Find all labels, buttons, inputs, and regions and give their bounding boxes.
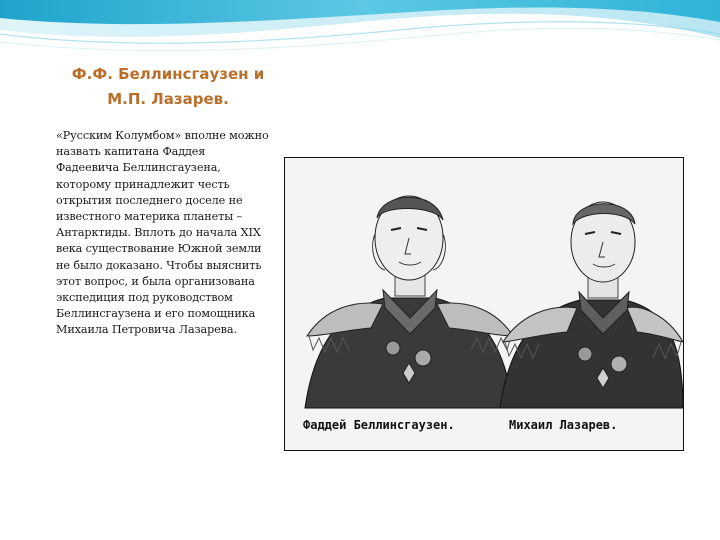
caption-lazarev: Михаил Лазарев. bbox=[509, 418, 618, 432]
title-line-1: Ф.Ф. Беллинсгаузен и bbox=[71, 65, 265, 83]
portraits-engraving bbox=[285, 158, 683, 450]
portrait-bellingshausen bbox=[305, 196, 513, 408]
portrait-image bbox=[284, 157, 684, 451]
title-line-2: М.П. Лазарев. bbox=[107, 90, 229, 108]
portrait-lazarev bbox=[500, 202, 683, 408]
slide-title bbox=[40, 62, 296, 112]
caption-bellingshausen: Фаддей Беллинсгаузен. bbox=[303, 418, 455, 432]
header-wave-decoration bbox=[0, 0, 720, 70]
body-paragraph: «Русским Колумбом» вполне можно назвать капитана Фаддея Фадеевича Беллинсгаузена, которому принадлежит честь открытия последнего доселе не известного материка планеты – Антарктиды. Вплоть до начала XIX века существование Южной земли не было доказано. Чтобы выяснить этот вопрос, и была организована экспедиция под руководством Беллинсгаузена и его помощника Михаила Петровича Лазарева. bbox=[56, 129, 269, 337]
